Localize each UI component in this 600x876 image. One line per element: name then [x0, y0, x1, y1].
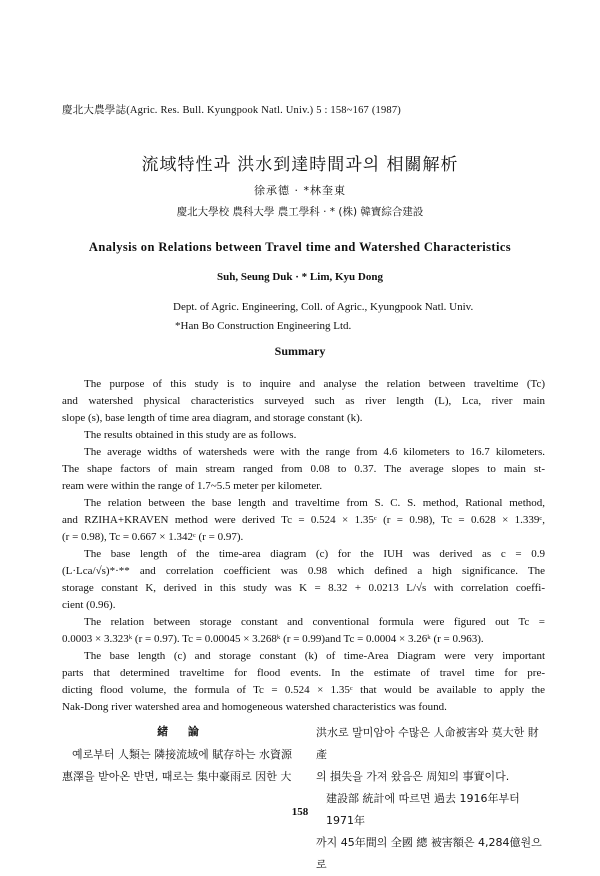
summary-line: The relation between storage constant and conventional formula were figured out Tc =: [84, 616, 545, 628]
title-korean: 流域特性과 洪水到達時間과의 相關解析: [141, 155, 459, 175]
summary-line: cient (0.96).: [62, 599, 116, 611]
summary-line: dicting flood volume, the formula of Tc = 0.524 × 1.35ᶜ that would be available to apply the: [62, 684, 545, 696]
left-column-text: [62, 744, 302, 788]
affiliation-english-line: *Han Bo Construction Engineering Ltd.: [175, 320, 352, 332]
summary-line: The relation between the base length and traveltime from S. C. S. method, Rational method,: [84, 497, 545, 509]
summary-line: ream were within the range of 1.7~5.5 meter per kilometer.: [62, 480, 323, 492]
summary-line: and RZIHA+KRAVEN method were derived Tc = 0.524 × 1.35ᶜ (r = 0.98), Tc = 0.628 × 1.339ᶜ,: [62, 514, 545, 526]
summary-line: and watershed physical characteristics surveyed such as river length (L), Lca, river main: [62, 395, 545, 407]
summary-line: The results obtained in this study are as follows.: [84, 429, 297, 441]
body-line: 예로부터 人類는 隣接流域에 賦存하는 水資源: [72, 748, 292, 761]
summary-heading: Summary: [274, 344, 326, 358]
summary-line: Nak-Dong river watershed area and homogeneous watershed characteristics was found.: [62, 701, 447, 713]
body-line: 惠澤을 받아온 반면, 때로는 集中豪雨로 因한 大: [62, 770, 292, 783]
authors-korean: 徐承德 · *林奎東: [254, 184, 346, 197]
summary-line: The purpose of this study is to inquire and analyse the relation between traveltime (Tc): [84, 378, 545, 390]
summary-line: parts that determined traveltime for flood events. In the estimate of travel time for pre-: [62, 667, 545, 679]
page-number: 158: [291, 806, 309, 818]
journal-citation: 慶北大農學誌(Agric. Res. Bull. Kyungpook Natl. Univ.) 5 : 158~167 (1987): [62, 105, 402, 116]
summary-line: slope (s), base length of time area diagram, and storage constant (k).: [62, 412, 363, 424]
summary-line: storage constant K, derived in this study was K = 8.32 + 0.0213 L/√s with correlation coeffi-: [62, 582, 545, 594]
summary-line: 0.0003 × 3.323ᵏ (r = 0.97). Tc = 0.00045 × 3.268ᵏ (r = 0.99)and Tc = 0.0004 × 3.26ᵏ (r = 0.963).: [62, 633, 484, 645]
summary-line: The base length (c) and storage constant (k) of time-Area Diagram were very important: [84, 650, 545, 662]
summary-line: (r = 0.98), Tc = 0.667 × 1.342ᶜ (r = 0.97).: [62, 531, 244, 543]
section-heading-introduction: 緒 論: [157, 725, 207, 738]
affiliation-english-line: Dept. of Agric. Engineering, Coll. of Agric., Kyungpook Natl. Univ.: [173, 301, 474, 313]
affiliation-korean: 慶北大學校 農科大學 農工學科 · * (株) 韓寶綜合建設: [176, 206, 424, 218]
body-line: 洪水로 말미암아 수많은 人命被害와 莫大한 財產: [316, 726, 539, 761]
authors-english: Suh, Seung Duk · * Lim, Kyu Dong: [217, 271, 383, 283]
summary-line: The average widths of watersheds were with the range from 4.6 kilometers to 16.7 kilometers.: [84, 446, 545, 458]
body-line: 建設部 統計에 따르면 過去 1916年부터 1971年: [326, 792, 520, 827]
body-line: 까지 45年間의 全國 總 被害額은 4,284億원으로: [316, 836, 542, 871]
title-english: Analysis on Relations between Travel time and Watershed Characteristics: [88, 240, 512, 254]
affiliation-english: [173, 298, 473, 336]
summary-body: [62, 376, 545, 716]
summary-line: (L·Lca/√s)*·** and correlation coefficient was 0.98 which defined a high significance. The: [62, 565, 545, 577]
summary-line: The base length of the time-area diagram (c) for the IUH was derived as c = 0.9: [84, 548, 545, 560]
summary-line: The shape factors of main stream ranged from 0.08 to 0.37. The average slopes to main st-: [62, 463, 545, 475]
body-line: 의 損失을 가져 왔음은 周知의 事實이다.: [316, 770, 510, 783]
